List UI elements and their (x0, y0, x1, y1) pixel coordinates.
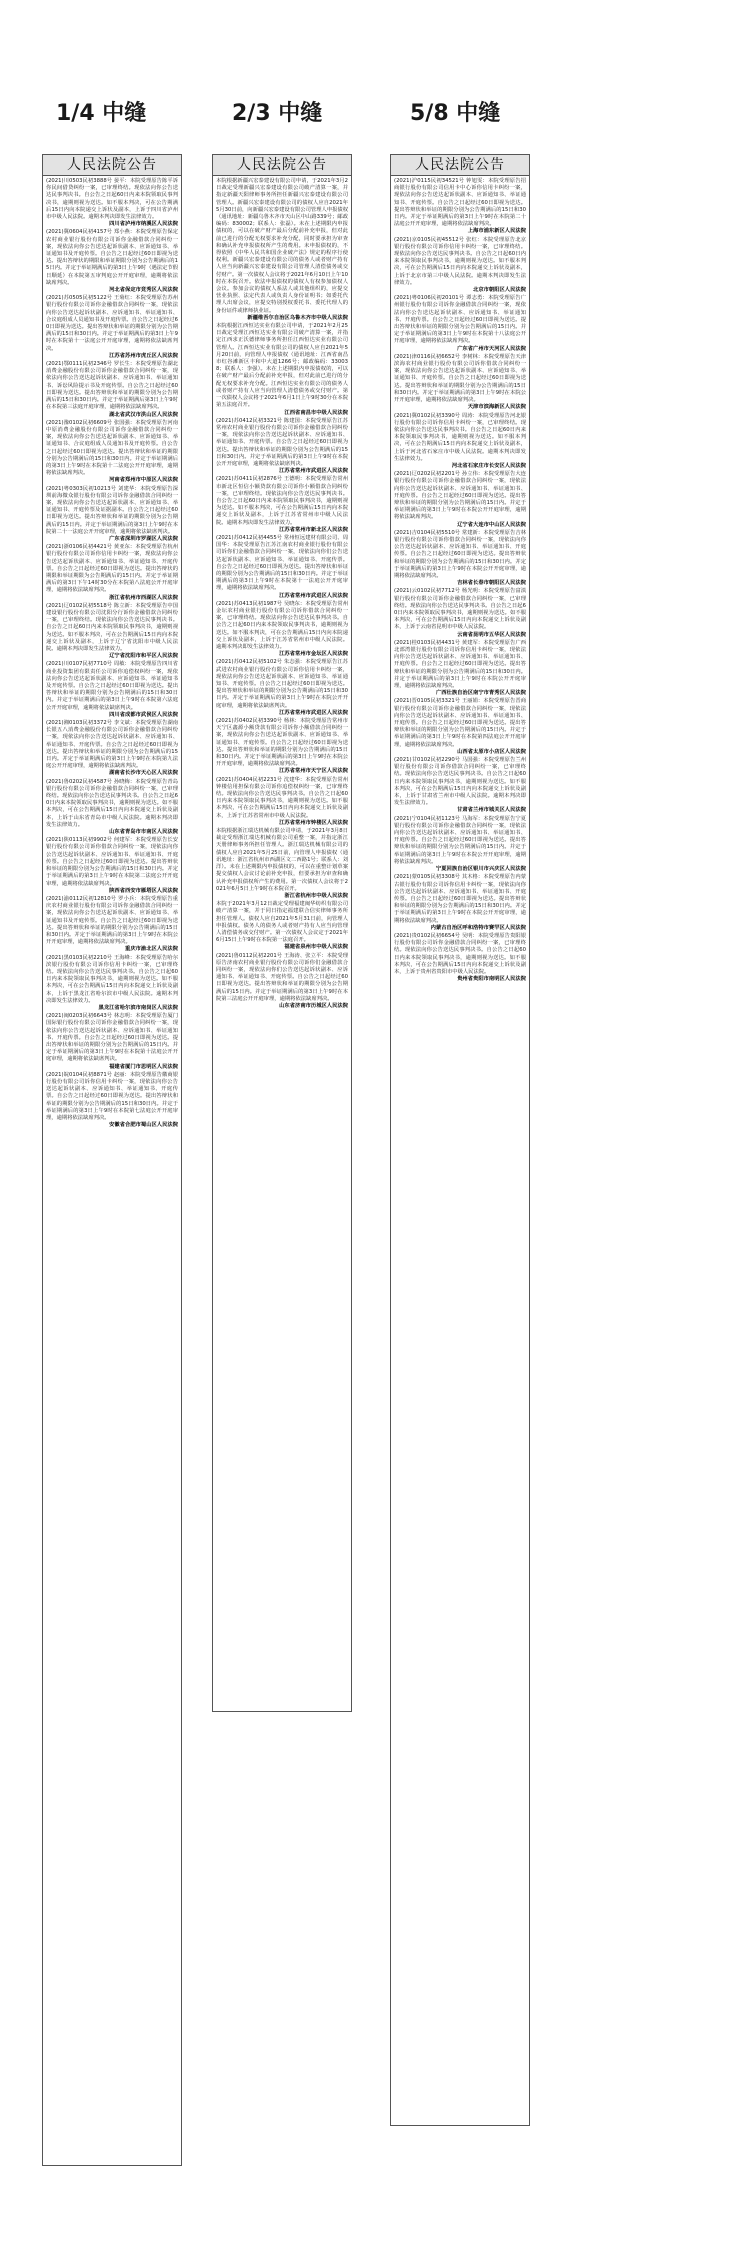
notice-text: 本院根据浙江瑞达机械有限公司申请，于2021年3月8日裁定受理浙江瑞达机械有限公司重整一案，并指定浙江天册律师事务所担任管理人。浙江瑞达机械有限公司的债权人应自2021年5月25日前，向管理人申报债权（通讯地址：浙江省杭州市西湖区文二西路1号；联系人：刘洋）。未在上述期限内申报债权的，可以在重整计划草案提交债权人会议讨论前补充申报，但要承担为审查和确认补充申报债权所产生的费用。第一次债权人会议将于2021年6月5日上午9时在本院召开。 (216, 828, 348, 892)
notice-text: (2021)陕0113民初9902号 何建军：本院受理原告长安银行股份有限公司诉你借款合同纠纷一案，现依法向你公告送达起诉状副本、应诉通知书、举证通知书、开庭传票。自公告之日起经过60日即视为送达。提出答辩状和举证的期限分别为公告期满后的15日和30日内。并定于举证期满后的第3日上午9时在本院第二法庭公开开庭审理，逾期将依法缺席判决。 (46, 837, 178, 887)
notice-court: 陕西省西安市雁塔区人民法院 (109, 887, 178, 894)
notice-text: (2021)湘0103民初3372号 李文斌：本院受理原告湖南长银五八消费金融股份有限公司诉你金融借款合同纠纷一案，现依法向你公告送达起诉状副本、应诉通知书、举证通知书、开庭传票。自公告之日起经过60日即视为送达。提出答辩状和举证的期限分别为公告期满后的15日内。并定于举证期满后的第3日上午9时在本院第九法庭公开开庭审理，逾期将依法缺席判决。 (46, 720, 178, 770)
column-body (43, 176, 181, 2166)
column-title-3: 5/8 中缝 (410, 101, 501, 126)
notice-court: 新疆维吾尔自治区乌鲁木齐市中级人民法院 (247, 314, 348, 321)
notice-court: 四川省成都市武侯区人民法院 (109, 711, 178, 718)
notice-court: 宁夏回族自治区银川市兴庆区人民法院 (435, 866, 526, 873)
notice-court: 福建省泉州市中级人民法院 (284, 944, 348, 951)
notice-court: 广西壮族自治区南宁市青秀区人民法院 (435, 690, 526, 697)
notice-court: 江苏省常州市新北区人民法院 (279, 526, 348, 533)
column-body (213, 176, 351, 1712)
notice-text: (2021)川0503民初3888号 晏平：本院受理原告陈平诉你民间借贷纠纷一案，已审理终结。现依法向你公告送达民事判决书。自公告之日起60日内来本院领取民事判决书，逾期则视为送达。如不服本判决，可在公告期满后15日内向本院递交上诉状及副本，上诉于四川省泸州市中级人民法院。逾期本判决即发生法律效力。 (46, 178, 178, 221)
notice-text: 本院根据新疆兴宏泰建设有限公司申请，于2021年3月2日裁定受理新疆兴宏泰建设有限公司破产清算一案，并指定新疆天阳律师事务所担任新疆兴宏泰建设有限公司管理人。新疆兴宏泰建设有限公司的债权人应自2021年5月30日前，向新疆兴宏泰建设有限公司管理人申报债权（通讯地址：新疆乌鲁木齐市天山区中山路339号；邮政编码：830002；联系人：张磊）。未在上述期限内申报债权的，可以在破产财产最后分配前补充申报，但对此前已进行的分配无权要求补充分配，同时要承担为审查和确认补充申报债权所产生的费用。未申报债权的，不得依照《中华人民共和国企业破产法》规定的程序行使权利。新疆兴宏泰建设有限公司的债务人或者财产持有人应当向新疆兴宏泰建设有限公司管理人清偿债务或交付财产。第一次债权人会议将于2021年6月10日上午10时在本院召开。依法申报债权的债权人有权参加债权人会议。参加会议的债权人系法人或其他组织的，应提交营业执照、法定代表人或负责人身份证明书；如委托代理人出席会议，应提交特别授权委托书、委托代理人的身份证件或律师执业证。 (216, 178, 348, 314)
notice-court: 福建省厦门市思明区人民法院 (109, 1063, 178, 1070)
column-header: 人民法院公告 (43, 155, 181, 176)
notice-court: 江苏省常州市武进区人民法院 (279, 468, 348, 475)
notice-text: (2021)粤0303民初10213号 刘建华：本院受理原告深圳前海微众银行股份有限公司诉你金融借款合同纠纷一案，现依法向你公告送达起诉状副本、应诉通知书、举证通知书、开庭传票及证据副本。自公告之日起经过60日即视为送达。提出答辩状和举证的期限分别为公告期满后的15日内。并定于举证期满后的第3日上午9时在本院第二十一法庭公开开庭审理，逾期将依法缺席判决。 (46, 485, 178, 535)
notice-court: 安徽省合肥市蜀山区人民法院 (109, 1122, 178, 1129)
notice-court: 贵州省贵阳市南明区人民法院 (457, 976, 526, 983)
notice-text: (2021)苏0412民初4455号 常州恒远建材有限公司、周国华：本院受理原告江苏江南农村商业银行股份有限公司诉你们金融借款合同纠纷一案，现依法向你们公告送达起诉状副本、应诉通知书、举证通知书、开庭传票。自公告之日起经过60日即视为送达。提出答辩状和举证的期限分别为公告期满后的15日和30日内。并定于举证期满后的第3日上午9时在本院第十一法庭公开开庭审理，逾期将依法缺席判决。 (216, 534, 348, 592)
notice-court: 吉林省长春市朝阳区人民法院 (457, 580, 526, 587)
notice-court: 河北省保定市竞秀区人民法院 (109, 287, 178, 294)
notice-text: (2021)冀0102民初3390号 周涛：本院受理原告河北银行股份有限公司诉你信用卡纠纷一案，已审理终结。现依法向你公告送达民事判决书。自公告之日起60日内来本院领取民事判决书，逾期则视为送达。如不服本判决，可在公告期满后15日内向本院递交上诉状及副本，上诉于河北省石家庄市中级人民法院。逾期本判决即发生法律效力。 (394, 412, 526, 462)
notice-court: 江苏省常州市金坛区人民法院 (279, 651, 348, 658)
column-header: 人民法院公告 (213, 155, 351, 176)
notice-text: (2021)黑0103民初2210号 王海峰：本院受理原告哈尔滨银行股份有限公司诉你信用卡纠纷一案，已审理终结。现依法向你公告送达民事判决书。自公告之日起60日内来本院领取民事判决书，逾期则视为送达。如不服本判决，可在公告期满后15日内向本院递交上诉状及副本，上诉于黑龙江省哈尔滨市中级人民法院。逾期本判决即发生法律效力。 (46, 954, 178, 1004)
notice-court: 辽宁省大连市中山区人民法院 (457, 521, 526, 528)
notice-text: (2021)吉0104民初5510号 常建新：本院受理原告吉林银行股份有限公司诉你借款合同纠纷一案，现依法向你公告送达起诉状副本、应诉通知书、举证通知书、开庭传票。自公告之日起经过60日即视为送达。提出答辩状和举证的期限分别为公告期满后的15日和30日内。并定于举证期满后的第3日上午9时在本院公开开庭审理，逾期将依法缺席判决。 (394, 529, 526, 579)
notice-text: (2021)津0116民初6652号 李树林：本院受理原告天津滨海农村商业银行股份有限公司诉你借款合同纠纷一案，现依法向你公告送达起诉状副本、应诉通知书、举证通知书、开庭传票。自公告之日起经过60日即视为送达。提出答辩状和举证的期限分别为公告期满后的15日和30日内。并定于举证期满后的第3日上午9时在本院公开开庭审理，逾期将依法缺席判决。 (394, 353, 526, 404)
notice-court: 广东省深圳市罗湖区人民法院 (109, 535, 178, 542)
notice-text: (2021)桂0103民初4431号 黄建军：本院受理原告广西北部湾银行股份有限公司诉你信用卡纠纷一案，现依法向你公告送达起诉状副本、应诉通知书、举证通知书、开庭传票。自公告之日起经过60日即视为送达。提出答辩状和举证的期限分别为公告期满后的15日和30日内。并定于举证期满后的第3日上午9时在本院公开开庭审理，逾期将依法缺席判决。 (394, 639, 526, 690)
notice-text: (2021)云0102民初7712号 杨光明：本院受理原告富滇银行股份有限公司诉你金融借款合同纠纷一案，已审理终结。现依法向你公告送达民事判决书。自公告之日起60日内来本院领取民事判决书，逾期则视为送达。如不服本判决，可在公告期满后15日内向本院递交上诉状及副本，上诉于云南省昆明市中级人民法院。 (394, 588, 526, 631)
notice-text: (2021)粤0106民初20101号 谭志勇：本院受理原告广州银行股份有限公司诉你金融借款合同纠纷一案，现依法向你公告送达起诉状副本、应诉通知书、举证通知书、开庭传票。自公告之日起经过60日即视为送达。提出答辩状和举证的期限分别为公告期满后的15日内。并定于举证期满后的第3日上午9时在本院第十八法庭公开开庭审理，逾期将依法缺席判决。 (394, 295, 526, 345)
column-title-2: 2/3 中缝 (232, 101, 323, 126)
notice-court: 黑龙江省哈尔滨市南岗区人民法院 (98, 1004, 178, 1011)
notice-court: 江苏省常州市武进区人民法院 (279, 709, 348, 716)
notice-text: (2021)宁0104民初1123号 马海军：本院受理原告宁夏银行股份有限公司诉你金融借款合同纠纷一案，现依法向你公告送达起诉状副本、应诉通知书、举证通知书、开庭传票。自公告之日起经过60日即视为送达。提出答辩状和举证的期限分别为公告期满后的15日内。并定于举证期满后的第3日上午9时在本院公开开庭审理，逾期将依法缺席判决。 (394, 815, 526, 865)
column-title-1: 1/4 中缝 (56, 101, 147, 126)
notice-court: 北京市朝阳区人民法院 (473, 287, 526, 294)
notice-court: 江苏省常州市钟楼区人民法院 (279, 819, 348, 826)
notice-court: 河北省石家庄市长安区人民法院 (451, 462, 526, 469)
notice-text: (2021)苏0411民初2876号 王德明：本院受理原告常州市新北区恒信小额贷款有限公司诉你小额借款合同纠纷一案，已审理终结。现依法向你公告送达民事判决书。自公告之日起60日内来本院领取民事判决书，逾期则视为送达。如不服本判决，可在公告期满后15日内向本院递交上诉状及副本，上诉于江苏省常州市中级人民法院。逾期本判决即发生法律效力。 (216, 476, 348, 526)
notice-text: (2021)苏0402民初3390号 杨林：本院受理原告常州市天宁区鑫源小额贷款有限公司诉你小额借款合同纠纷一案，现依法向你公告送达起诉状副本、应诉通知书、举证通知书、开庭传票。自公告之日起经过60日即视为送达。提出答辩状和举证的期限分别为公告期满后的15日和30日内。并定于举证期满后的第3日上午9时在本院公开开庭审理，逾期将依法缺席判决。 (216, 718, 348, 768)
notice-court: 天津市滨海新区人民法院 (467, 404, 526, 411)
notice-court: 山东省青岛市市南区人民法院 (109, 829, 178, 836)
notice-court: 甘肃省兰州市城关区人民法院 (457, 807, 526, 814)
notice-court: 浙江省杭州市中级人民法院 (284, 892, 348, 899)
notice-text: (2021)辽0102民初5518号 陈立新：本院受理原告中国建设银行股份有限公司沈阳分行诉你金融借款合同纠纷一案，已审理终结。现依法向你公告送达民事判决书。自公告之日起60日内来本院领取民事判决书，逾期则视为送达。如不服本判决，可在公告期满后15日内向本院递交上诉状及副本，上诉于辽宁省沈阳市中级人民法院。逾期本判决即发生法律效力。 (46, 602, 178, 652)
notice-court: 江苏省苏州市虎丘区人民法院 (109, 352, 178, 359)
notice-text: (2021)川0107民初7710号 周敏：本院受理原告四川省商业投资集团有限责任公司诉你追偿权纠纷一案，现依法向你公告送达起诉状副本、应诉通知书、举证通知书及开庭传票。自公告之日起经过60日即视为送达。提出答辩状和举证的期限分别为公告期满后的15日和30日内。并定于举证期满后的第3日上午9时在本院第六法庭公开开庭审理，逾期将依法缺席判决。 (46, 661, 178, 711)
notice-text: (2021)京0105民初45512号 张红：本院受理原告北京银行股份有限公司诉你信用卡纠纷一案，已审理终结。现依法向你公告送达民事判决书。自公告之日起60日内来本院领取民事判决书，逾期则视为送达。如不服本判决，可在公告期满后15日内向本院递交上诉状及副本，上诉于北京市第三中级人民法院。逾期本判决即发生法律效力。 (394, 236, 526, 286)
notice-text: 本院根据江西恒达实业有限公司申请，于2021年2月25日裁定受理江西恒达实业有限公司破产清算一案，并指定江西求正沃德律师事务所担任江西恒达实业有限公司管理人。江西恒达实业有限公司的债权人应自2021年5月20日前，向管理人申报债权（通讯地址：江西省南昌市红谷滩新区丰和中大道1266号；邮政编码：330038；联系人：李强）。未在上述期限内申报债权的，可以在破产财产最后分配前补充申报，但对此前已进行的分配无权要求补充分配。江西恒达实业有限公司的债务人或者财产持有人应当向管理人清偿债务或交付财产。第一次债权人会议将于2021年6月1日上午9时30分在本院第五法庭召开。 (216, 323, 348, 409)
notice-court: 江西省南昌市中级人民法院 (284, 409, 348, 416)
notice-court: 山东省济南市历城区人民法院 (279, 1002, 348, 1009)
notice-text: (2021)甘0102民初2290号 马国强：本院受理原告兰州银行股份有限公司诉你借款合同纠纷一案，已审理终结。现依法向你公告送达民事判决书。自公告之日起60日内来本院领取民事判决书，逾期则视为送达。如不服本判决，可在公告期满后15日内向本院递交上诉状及副本，上诉于甘肃省兰州市中级人民法院。逾期本判决即发生法律效力。 (394, 757, 526, 807)
notice-text: (2021)苏0505民初5122号 王菊红：本院受理原告苏州银行股份有限公司诉你金融借款合同纠纷一案，现依法向你公告送达起诉状副本、应诉通知书、举证通知书、合议庭组成人员通知书及开庭传票。自公告之日起经过60日即视为送达。提出答辩状和举证的期限分别为公告期满后的15日和30日内。并定于举证期满后的第3日上午9时在本院第十一法庭公开开庭审理，逾期将依法缺席判决。 (46, 295, 178, 352)
notice-text: (2021)沪0115民初34521号 钟旭雯：本院受理原告招商银行股份有限公司信用卡中心诉你信用卡纠纷一案，现依法向你公告送达起诉状副本、应诉通知书、举证通知书、开庭传票。自公告之日起经过60日即视为送达。提出答辩状和举证的期限分别为公告期满后的15日和30日内。并定于举证期满后的第3日上午9时在本院第二十法庭公开开庭审理，逾期将依法缺席判决。 (394, 178, 526, 228)
notice-text: (2021)渝0112民初12810号 罗小兵：本院受理原告重庆农村商业银行股份有限公司诉你金融借款合同纠纷一案，现依法向你公告送达起诉状副本、应诉通知书、举证通知书及开庭传票。自公告之日起经过60日即视为送达。提出答辩状和举证的期限分别为公告期满后的15日和30日内。并定于举证期满后的第3日上午9时在本院公开开庭审理，逾期将依法缺席判决。 (46, 895, 178, 946)
notice-court: 湖南省长沙市天心区人民法院 (109, 770, 178, 777)
notice-text: (2021)鲁0112民初2201号 王海涛、张立平：本院受理原告济南农村商业银行股份有限公司诉你们金融借款合同纠纷一案，现依法向你们公告送达起诉状副本、应诉通知书、举证通知书、开庭传票。自公告之日起经过60日即视为送达。提出答辩状和举证的期限分别为公告期满后的15日内。并定于举证期满后的第3日上午9时在本院第三法庭公开开庭审理，逾期将依法缺席判决。 (216, 952, 348, 1002)
notice-text: (2021)浙0106民初4421号 黄亚东：本院受理原告杭州银行股份有限公司诉你信用卡纠纷一案，现依法向你公告送达起诉状副本、应诉通知书、举证通知书、开庭传票。自公告之日起经过60日即视为送达。提出答辩状的期限和举证期限为公告期满后的15日内。并定于举证期满后的第3日下午14时30分在本院第八法庭公开开庭审理，逾期将依法缺席判决。 (46, 544, 178, 594)
notice-text: (2021)鄂0111民初2346号 罗长生：本院受理原告湖北消费金融股份有限公司诉你金融借款合同纠纷一案，现依法向你公告送达起诉状副本、应诉通知书、举证通知书、诉讼风险提示书及开庭传票。自公告之日起经过60日即视为送达。提出答辩状和举证的期限分别为公告期满后的15日和30日内。并定于举证期满后第3日上午9时在本院第三法庭开庭审理，逾期将依法缺席判决。 (46, 361, 178, 411)
notice-column-3 (390, 154, 530, 2126)
notice-text: (2021)苏0412民初3321号 陈建国：本院受理原告江苏常州农村商业银行股份有限公司诉你金融借款合同纠纷一案，现依法向你公告送达起诉状副本、应诉通知书、举证通知书、开庭传票。自公告之日起经过60日即视为送达。提出答辩状和举证的期限分别为公告期满后的15日和30日内。并定于举证期满后的第3日上午9时在本院公开开庭审理，逾期将依法缺席判决。 (216, 417, 348, 467)
notice-court: 山西省太原市小店区人民法院 (457, 748, 526, 755)
notice-text: (2021)苏0412民初5102号 朱志强：本院受理原告江苏武进农村商业银行股份有限公司诉你信用卡纠纷一案，现依法向你公告送达起诉状副本、应诉通知书、举证通知书、开庭传票。自公告之日起经过60日即视为送达。提出答辩状和举证的期限分别为公告期满后的15日和30日内。并定于举证期满后的第3日上午9时在本院公开开庭审理，逾期将依法缺席判决。 (216, 659, 348, 709)
notice-court: 河南省郑州市中原区人民法院 (109, 477, 178, 484)
notice-text: (2021)冀0604民初4157号 郑小燕：本院受理原告保定农村商业银行股份有限公司诉你金融借款合同纠纷一案，现依法向你公告送达起诉状副本、应诉通知书、举证通知书及开庭传票。自公告之日起经过60日即视为送达。提出答辩状的期限和举证期限分别为公告期满后的15日内。并定于举证期满后的第3日上午9时（遇法定节假日顺延）在本院第五审判庭公开开庭审理，逾期将依法缺席判决。 (46, 229, 178, 286)
notice-court: 辽宁省沈阳市和平区人民法院 (109, 653, 178, 660)
notice-text: (2021)苏0404民初2231号 沈建华：本院受理原告常州钟楼信用担保有限公司诉你追偿权纠纷一案，已审理终结。现依法向你公告送达民事判决书。自公告之日起60日内来本院领取民事判决书，逾期则视为送达。如不服本判决，可在公告期满后15日内向本院递交上诉状及副本，上诉于江苏省常州市中级人民法院。 (216, 776, 348, 819)
notice-column-1 (42, 154, 182, 2166)
notice-court: 江苏省常州市天宁区人民法院 (279, 768, 348, 775)
column-header: 人民法院公告 (391, 155, 529, 176)
column-body (391, 176, 529, 2126)
notice-text: (2021)辽0202民初2201号 孙立伟：本院受理原告大连银行股份有限公司诉你金融借款合同纠纷一案，现依法向你公告送达起诉状副本、应诉通知书、举证通知书、开庭传票。自公告之日起经过60日即视为送达。提出答辩状和举证的期限分别为公告期满后的15日内。并定于举证期满后的第3日上午9时在本院公开开庭审理，逾期将依法缺席判决。 (394, 471, 526, 521)
notice-text: (2021)豫0102民初6609号 张国强：本院受理原告河南中原消费金融股份有限公司诉你金融借款合同纠纷一案，现依法向你公告送达起诉状副本、应诉通知书、举证通知书、合议庭组成人员通知书及开庭传票。自公告之日起经过60日即视为送达。提出答辩状和举证的期限分别为公告期满后的15日和30日内。并定于举证期满后的第3日上午9时在本院第十二法庭公开开庭审理，逾期将依法缺席判决。 (46, 419, 178, 477)
notice-text: 本院于2021年3月12日裁定受理福建闽华纺织有限公司破产清算一案，并于同日指定福建联合信实律师事务所担任管理人。债权人应自2021年5月31日前，向管理人申报债权。债务人的债务人或者财产持有人应当向管理人清偿债务或交付财产。第一次债权人会议定于2021年6月15日上午9时在本院第一法庭召开。 (216, 901, 348, 944)
notice-column-2 (212, 154, 352, 1712)
notice-court: 上海市浦东新区人民法院 (467, 228, 526, 235)
notice-court: 湖北省武汉市洪山区人民法院 (109, 411, 178, 418)
notice-court: 内蒙古自治区呼和浩特市赛罕区人民法院 (430, 924, 526, 931)
notice-text: (2021)苏0413民初1987号 吴晓东：本院受理原告常州金坛农村商业银行股份有限公司诉你借款合同纠纷一案，已审理终结。现依法向你公告送达民事判决书。自公告之日起60日内来本院领取民事判决书，逾期则视为送达。如不服本判决，可在公告期满后15日内向本院递交上诉状及副本，上诉于江苏省常州市中级人民法院。逾期本判决即发生法律效力。 (216, 600, 348, 650)
notice-text: (2021)晋0105民初3321号 王丽娟：本院受理原告晋商银行股份有限公司诉你金融借款合同纠纷一案，现依法向你公告送达起诉状副本、应诉通知书、举证通知书、开庭传票。自公告之日起经过60日即视为送达。提出答辩状和举证的期限分别为公告期满后的15日内。并定于举证期满后的第3日上午9时在本院第四法庭公开开庭审理，逾期将依法缺席判决。 (394, 698, 526, 748)
notice-court: 浙江省杭州市西湖区人民法院 (109, 594, 178, 601)
notice-court: 重庆市渝北区人民法院 (125, 946, 178, 953)
notice-text: (2021)贵0102民初6654号 吴明：本院受理原告贵阳银行股份有限公司诉你金融借款合同纠纷一案，已审理终结。现依法向你公告送达民事判决书。自公告之日起60日内来本院领取民事判决书，逾期则视为送达。如不服本判决，可在公告期满后15日内向本院递交上诉状及副本，上诉于贵州省贵阳市中级人民法院。 (394, 932, 526, 975)
notice-text: (2021)闽0203民初6643号 林志明：本院受理原告厦门国际银行股份有限公司诉你金融借款合同纠纷一案，现依法向你公告送达起诉状副本、应诉通知书、举证通知书、开庭传票。自公告之日起经过60日即视为送达。提出答辩状和举证的期限分别为公告期满后的15日内。并定于举证期满后的第3日上午9时在本院第十法庭公开开庭审理，逾期将依法缺席判决。 (46, 1013, 178, 1063)
notice-text: (2021)蒙0105民初3308号 其木格：本院受理原告内蒙古银行股份有限公司诉你信用卡纠纷一案，现依法向你公告送达起诉状副本、应诉通知书、举证通知书、开庭传票。自公告之日起经过60日即视为送达。提出答辩状和举证的期限分别为公告期满后的15日和30日内。并定于举证期满后的第3日上午9时在本院公开开庭审理，逾期将依法缺席判决。 (394, 874, 526, 924)
notice-court: 四川省泸州市纳溪区人民法院 (109, 221, 178, 228)
notice-court: 江苏省常州市武进区人民法院 (279, 592, 348, 599)
notice-text: (2021)鲁0202民初4587号 孙晓梅：本院受理原告青岛银行股份有限公司诉你金融借款合同纠纷一案，已审理终结。现依法向你公告送达民事判决书。自公告之日起60日内来本院领取民事判决书，逾期则视为送达。如不服本判决，可在公告期满后15日内向本院递交上诉状及副本，上诉于山东省青岛市中级人民法院。逾期本判决即发生法律效力。 (46, 778, 178, 828)
notice-court: 云南省昆明市五华区人民法院 (457, 631, 526, 638)
notice-text: (2021)皖0104民初8871号 赵丽：本院受理原告徽商银行股份有限公司诉你信用卡纠纷一案，现依法向你公告送达起诉状副本、应诉通知书、举证通知书、开庭传票。自公告之日起经过60日即视为送达。提出答辩状和举证的期限分别为公告期满后的15日和30日内。并定于举证期满后的第3日上午9时在本院第七法庭公开开庭审理，逾期将依法缺席判决。 (46, 1071, 178, 1121)
notice-court: 广东省广州市天河区人民法院 (457, 345, 526, 352)
